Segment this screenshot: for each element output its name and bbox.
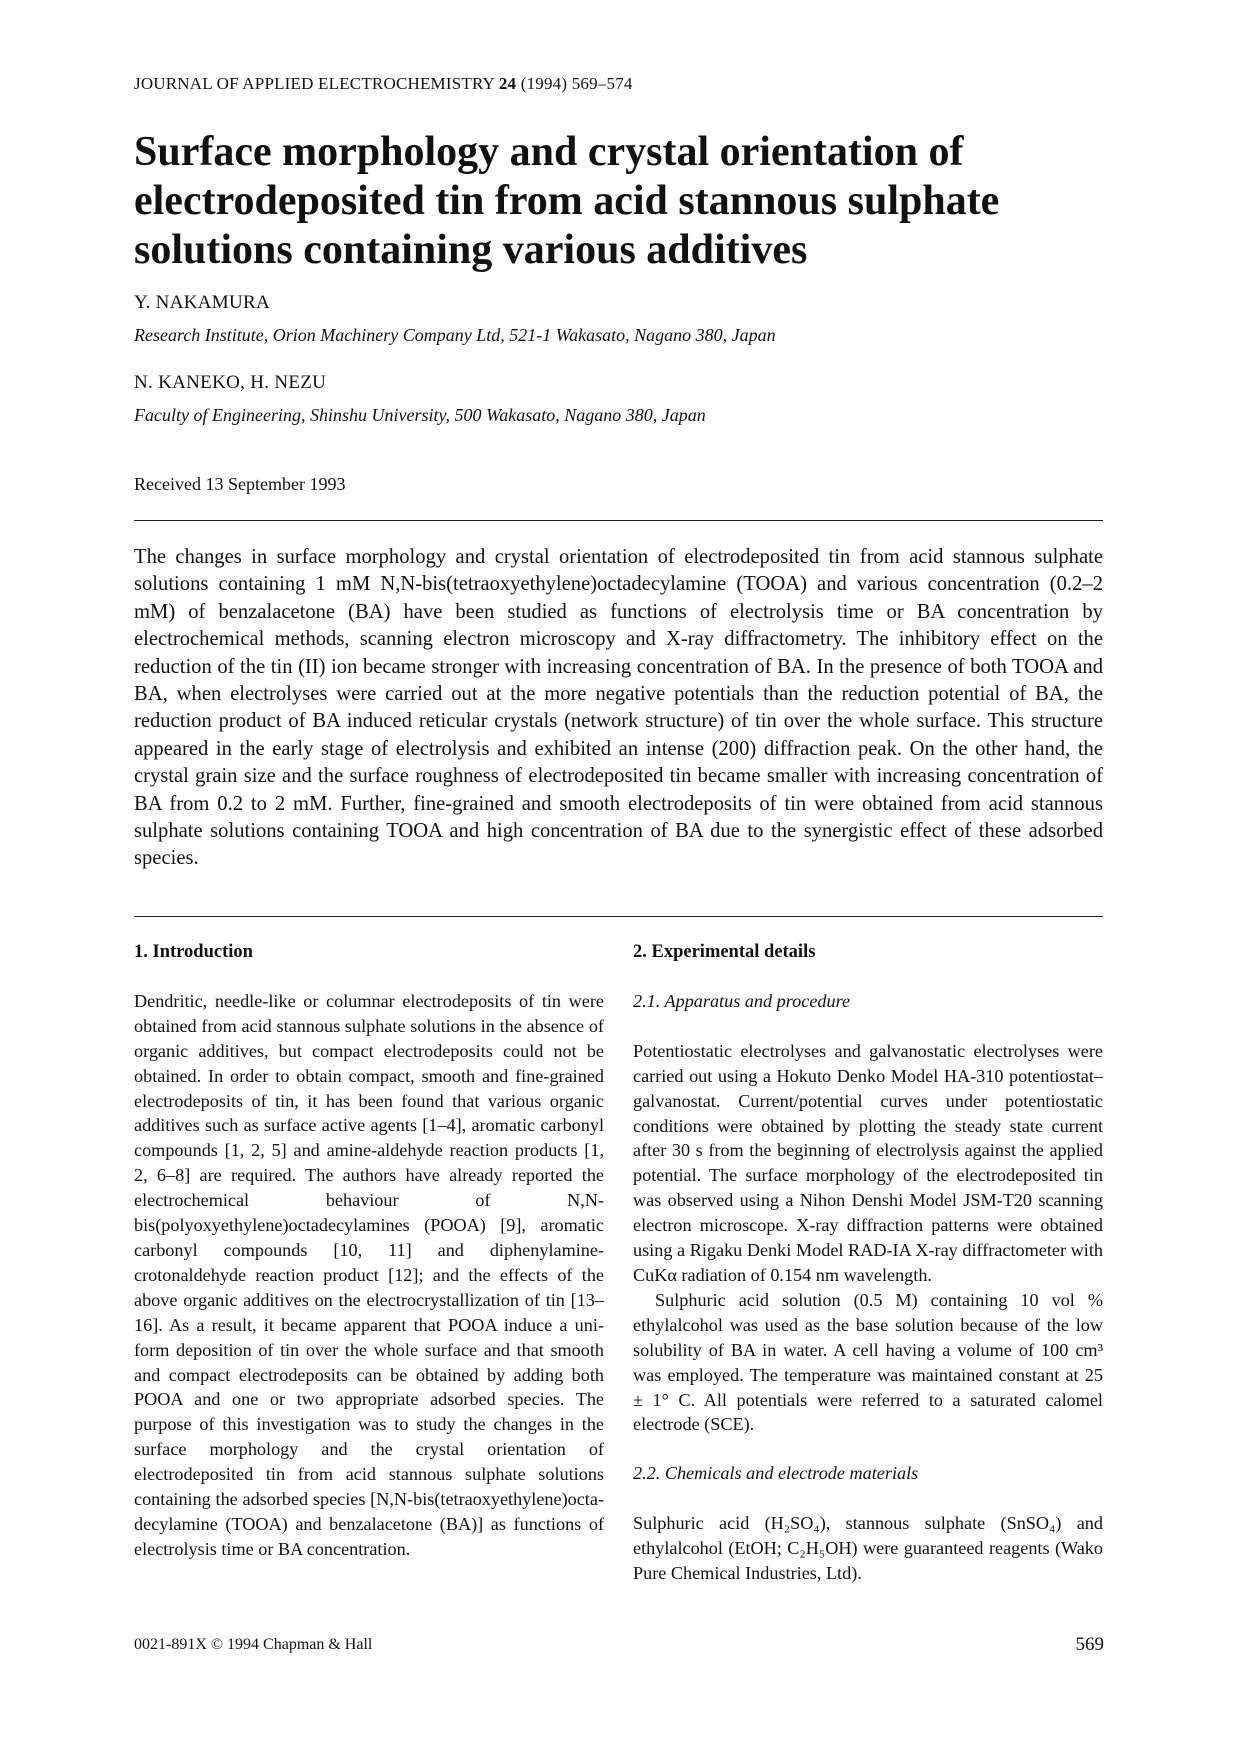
right-column xyxy=(633,940,1103,1586)
affiliation-2: Faculty of Engineering, Shinshu University, 500 Wakasato, Nagano 380, Japan xyxy=(134,405,706,425)
author-line-2: N. KANEKO, H. NEZU xyxy=(134,372,327,393)
subsection-heading-chemicals: 2.2. Chemicals and electrode materials xyxy=(633,1463,919,1484)
abstract: The changes in surface morphology and crystal orientation of electrodeposited tin from acid stannous sulphate solutions containing 1 mM N,N-bis(tetraoxyethylene)octadecylamine (TOOA) and various concentration (0.2–2 mM) of benzalacetone (BA) have been studied as functions of electrolysis time or BA concentration by electrochemical methods, scanning electron microscopy and X-ray diffractometry. The inhibitory effect on the reduction of the tin (II) ion became stronger with increasing concentration of BA. In the presence of both TOOA and BA, when electrolyses were carried out at the more negative potentials than the reduction potential of BA, the reduction product of BA induced reticular crystals (network structure) of tin over the whole surface. This structure appeared in the early stage of electrolysis and exhibited an intense (200) diffraction peak. On the other hand, the crystal grain size and the surface roughness of electrodeposited tin became smaller with increasing concentration of BA from 0.2 to 2 mM. Further, fine-grained and smooth electrodeposits of tin were obtained from acid stannous sulphate solutions containing TOOA and high concentration of BA due to the synergistic effect of these adsorbed species. xyxy=(134,546,1103,870)
journal-volume: 24 xyxy=(498,74,517,93)
running-head xyxy=(134,74,633,94)
section-heading-introduction: 1. Introduction xyxy=(134,942,253,962)
author-line-1: Y. NAKAMURA xyxy=(134,292,270,313)
apparatus-paragraph-2: Sulphuric acid solution (0.5 M) containing 10 vol % ethylalcohol was used as the base solution because of the low solubility of BA in water. A cell having a volume of 100 cm³ was employed. The temperature was maintained constant at 25 ± 1° C. All potentials were referred to a saturated calomel electrode (SCE). xyxy=(633,1289,1103,1435)
affiliation-1: Research Institute, Orion Machinery Company Ltd, 521-1 Wakasato, Nagano 380, Japan xyxy=(134,325,776,345)
left-column xyxy=(134,940,604,1562)
journal-year-pages: (1994) 569–574 xyxy=(520,74,633,93)
footer-issn-copyright: 0021-891X © 1994 Chapman & Hall xyxy=(134,1636,373,1653)
page-number: 569 xyxy=(1075,1634,1104,1655)
divider-bottom xyxy=(134,916,1103,917)
received-date: Received 13 September 1993 xyxy=(134,474,346,494)
spacer xyxy=(633,1437,1103,1461)
apparatus-paragraph-1: Potentiostatic electrolyses and galvanostatic electrolyses were carried out using a Hokuto Denko Model HA-310 potentiostat–galvanostat. Current/potential curves under potentiostatic conditions were obtained by plotting the steady state current after 30 s from the beginning of electrolysis against the applied potential. The surface morphology of the electrodeposited tin was observed using a Nihon Denshi Model JSM-T20 scanning electron microscope. X-ray diffraction patterns were obtained using a Rigaku Denki Model RAD-IA X-ray diffractometer with CuKα radiation of 0.154 nm wavelength. xyxy=(633,1040,1103,1285)
journal-name: JOURNAL OF APPLIED ELECTROCHEMISTRY xyxy=(134,74,495,93)
chemicals-paragraph-1: Sulphuric acid (H₂SO₄), stannous sulphate (SnSO₄) and ethylalcohol (EtOH; C₂H₅OH) were guaranteed reagents (Wako Pure Chemical Industries, Ltd). xyxy=(633,1513,1103,1584)
introduction-paragraph: Dendritic, needle-like or columnar electrodeposits of tin were obtained from acid stannous sulphate solutions in the absence of organic additives, but compact electrodeposits could not be obtained. In order to obtain compact, smooth and fine-grained electrodeposits of tin, it has been found that various organic additives such as surface active agents [1–4], aromatic carbonyl compounds [1, 2, 5] and amine-aldehyde reaction products [1, 2, 6–8] are required. The authors have already reported the electrochemical behaviour of N,N-bis(polyoxyethylene)octadecylamines (POOA) [9], aromatic carbonyl compounds [10, 11] and diphenylamine-crotonaldehyde reaction product [12]; and the effects of the above organic additives on the electrocrystallization of tin [13–16]. As a result, it became apparent that POOA induce a uniform deposition of tin over the whole surface and that smooth and compact electrodeposits can be obtained by adding both POOA and one or two appropriate adsorbed species. The purpose of this investigation was to study the changes in the surface morphology and the crystal orientation of electrodeposited tin from acid stannous sulphate solutions containing the adsorbed species [N,N-bis(tetraoxyethylene)octadecylamine (TOOA) and benzalacetone (BA)] as functions of electrolysis time or BA concentration. xyxy=(134,990,604,1559)
section-heading-experimental: 2. Experimental details xyxy=(633,942,816,962)
divider-top xyxy=(134,520,1103,521)
article-title: Surface morphology and crystal orientation of electrodeposited tin from acid stannous sulphate solutions containing various additives xyxy=(134,129,1000,273)
subsection-heading-apparatus: 2.1. Apparatus and procedure xyxy=(633,990,851,1011)
